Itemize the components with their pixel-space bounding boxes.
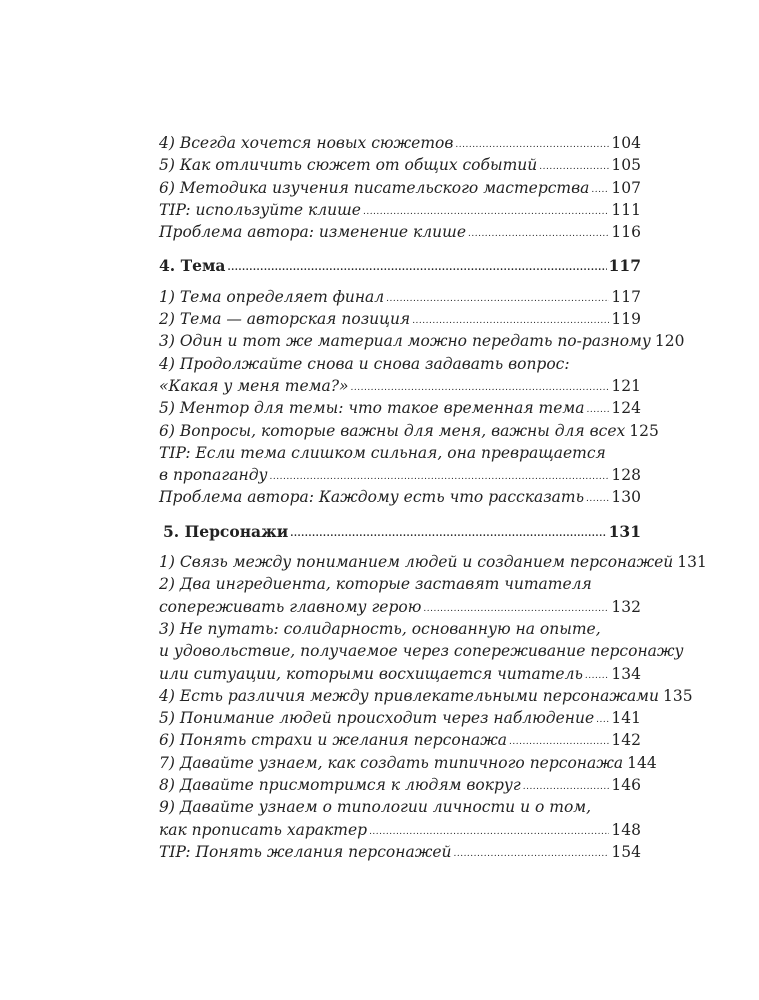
toc-entry bbox=[159, 132, 641, 154]
toc-entry bbox=[159, 729, 641, 751]
page-number: 148 bbox=[611, 820, 641, 839]
dot-leader bbox=[586, 488, 609, 510]
toc-entry bbox=[159, 308, 641, 330]
toc-entry bbox=[159, 154, 641, 176]
dot-leader bbox=[523, 776, 610, 798]
dot-leader bbox=[423, 598, 609, 620]
page-number: 104 bbox=[611, 134, 641, 152]
toc-entry bbox=[159, 486, 641, 508]
page-number: 119 bbox=[611, 310, 641, 329]
entry-title: 1) Тема определяет финал bbox=[159, 287, 385, 306]
toc-entry-line: 4) Продолжайте снова и снова задавать вопрос: bbox=[159, 354, 570, 373]
page-number: 134 bbox=[611, 664, 641, 683]
page-number: 135 bbox=[663, 686, 693, 705]
dot-leader bbox=[468, 223, 609, 245]
page-number: 144 bbox=[627, 753, 657, 772]
entry-title: 5) Как отличить сюжет от общих событий bbox=[159, 156, 538, 175]
toc-chapter-entry bbox=[159, 255, 641, 277]
page-number: 111 bbox=[611, 200, 641, 219]
entry-title: в пропаганду bbox=[159, 466, 268, 485]
page-number: 125 bbox=[629, 421, 659, 440]
toc-entry bbox=[159, 685, 693, 707]
dot-leader bbox=[351, 377, 610, 399]
dot-leader bbox=[363, 201, 609, 223]
toc-entry bbox=[159, 464, 641, 486]
page-number: 142 bbox=[611, 731, 641, 750]
page-number: 131 bbox=[608, 521, 641, 541]
dot-leader bbox=[509, 731, 609, 753]
toc-entry bbox=[159, 774, 641, 796]
toc-entry bbox=[159, 551, 707, 573]
page-number: 120 bbox=[654, 332, 685, 351]
toc-entry bbox=[159, 397, 641, 419]
entry-title: Проблема автора: Каждому есть что рассказать bbox=[159, 488, 585, 507]
entry-title: TIP: используйте клише bbox=[159, 200, 361, 219]
entry-title: 7) Давайте узнаем, как создать типичного персонажа bbox=[159, 753, 624, 772]
chapter-title: 5. Персонажи bbox=[163, 521, 289, 541]
toc-entry bbox=[159, 752, 657, 774]
toc-entry bbox=[159, 596, 641, 618]
dot-leader bbox=[412, 310, 609, 332]
entry-title: 5) Понимание людей происходит через наблюдение bbox=[159, 709, 595, 728]
page-number: 116 bbox=[611, 223, 641, 242]
dot-leader bbox=[453, 843, 609, 865]
page-number: 154 bbox=[611, 842, 641, 861]
toc-entry-line: 2) Два ингредиента, которые заставят читателя bbox=[159, 575, 592, 594]
entry-title: 4) Есть различия между привлекательными персонажами bbox=[159, 686, 660, 705]
toc-entry bbox=[159, 221, 641, 243]
toc-entry bbox=[159, 199, 641, 221]
entry-title: 6) Вопросы, которые важны для меня, важны для всех bbox=[159, 421, 626, 440]
page-number: 121 bbox=[611, 376, 641, 395]
page-number: 107 bbox=[611, 178, 641, 197]
dot-leader bbox=[369, 821, 609, 843]
page-number: 141 bbox=[611, 709, 641, 728]
entry-title: 4) Всегда хочется новых сюжетов bbox=[159, 134, 454, 152]
dot-leader bbox=[539, 156, 609, 178]
page-number: 128 bbox=[611, 466, 641, 485]
page-number: 124 bbox=[611, 399, 641, 418]
toc-chapter-entry bbox=[159, 521, 641, 543]
dot-leader bbox=[270, 466, 610, 488]
toc-entry bbox=[159, 177, 641, 199]
toc-entry-line: TIP: Если тема слишком сильная, она превращается bbox=[159, 443, 606, 462]
page-number: 130 bbox=[611, 488, 641, 507]
toc-entry bbox=[159, 707, 641, 729]
entry-title: сопереживать главному герою bbox=[159, 597, 422, 616]
entry-title: 5) Ментор для темы: что такое временная тема bbox=[159, 399, 585, 418]
toc-entry bbox=[159, 330, 685, 352]
toc-entry bbox=[159, 819, 641, 841]
toc-entry-line: 9) Давайте узнаем о типологии личности и о том, bbox=[159, 798, 592, 817]
table-of-contents bbox=[159, 132, 707, 863]
toc-entry-line: 3) Не путать: солидарность, основанную на опыте, bbox=[159, 619, 601, 638]
entry-title: 1) Связь между пониманием людей и созданием персонажей bbox=[159, 553, 674, 572]
dot-leader bbox=[591, 179, 609, 201]
dot-leader bbox=[596, 709, 609, 731]
dot-leader bbox=[227, 257, 606, 279]
entry-title: «Какая у меня тема?» bbox=[159, 376, 349, 395]
page-number: 146 bbox=[611, 776, 641, 795]
toc-entry bbox=[159, 375, 641, 397]
toc-entry bbox=[159, 420, 659, 442]
page-number: 117 bbox=[608, 256, 641, 276]
dot-leader bbox=[587, 399, 610, 421]
page-number: 131 bbox=[677, 553, 707, 572]
entry-title: 6) Методика изучения писательского мастерства bbox=[159, 178, 590, 197]
toc-entry bbox=[159, 663, 641, 685]
dot-leader bbox=[386, 288, 609, 310]
toc-entry-line: и удовольствие, получаемое через сопереживание персонажу bbox=[159, 642, 684, 661]
dot-leader bbox=[290, 523, 606, 545]
entry-title: TIP: Понять желания персонажей bbox=[159, 842, 452, 861]
toc-entry bbox=[159, 286, 641, 308]
entry-title: Проблема автора: изменение клише bbox=[159, 223, 466, 242]
page-number: 105 bbox=[611, 156, 641, 175]
entry-title: как прописать характер bbox=[159, 820, 368, 839]
toc-entry bbox=[159, 841, 641, 863]
entry-title: 8) Давайте присмотримся к людям вокруг bbox=[159, 776, 521, 795]
entry-title: 6) Понять страхи и желания персонажа bbox=[159, 731, 508, 750]
entry-title: или ситуации, которыми восхищается читатель bbox=[159, 664, 583, 683]
entry-title: 2) Тема — авторская позиция bbox=[159, 310, 411, 329]
page-number: 132 bbox=[611, 597, 641, 616]
dot-leader bbox=[455, 134, 609, 156]
entry-title: 3) Один и тот же материал можно передать по-разному bbox=[159, 332, 651, 351]
chapter-title: 4. Тема bbox=[159, 256, 226, 276]
dot-leader bbox=[585, 665, 609, 687]
page-number: 117 bbox=[611, 287, 641, 306]
